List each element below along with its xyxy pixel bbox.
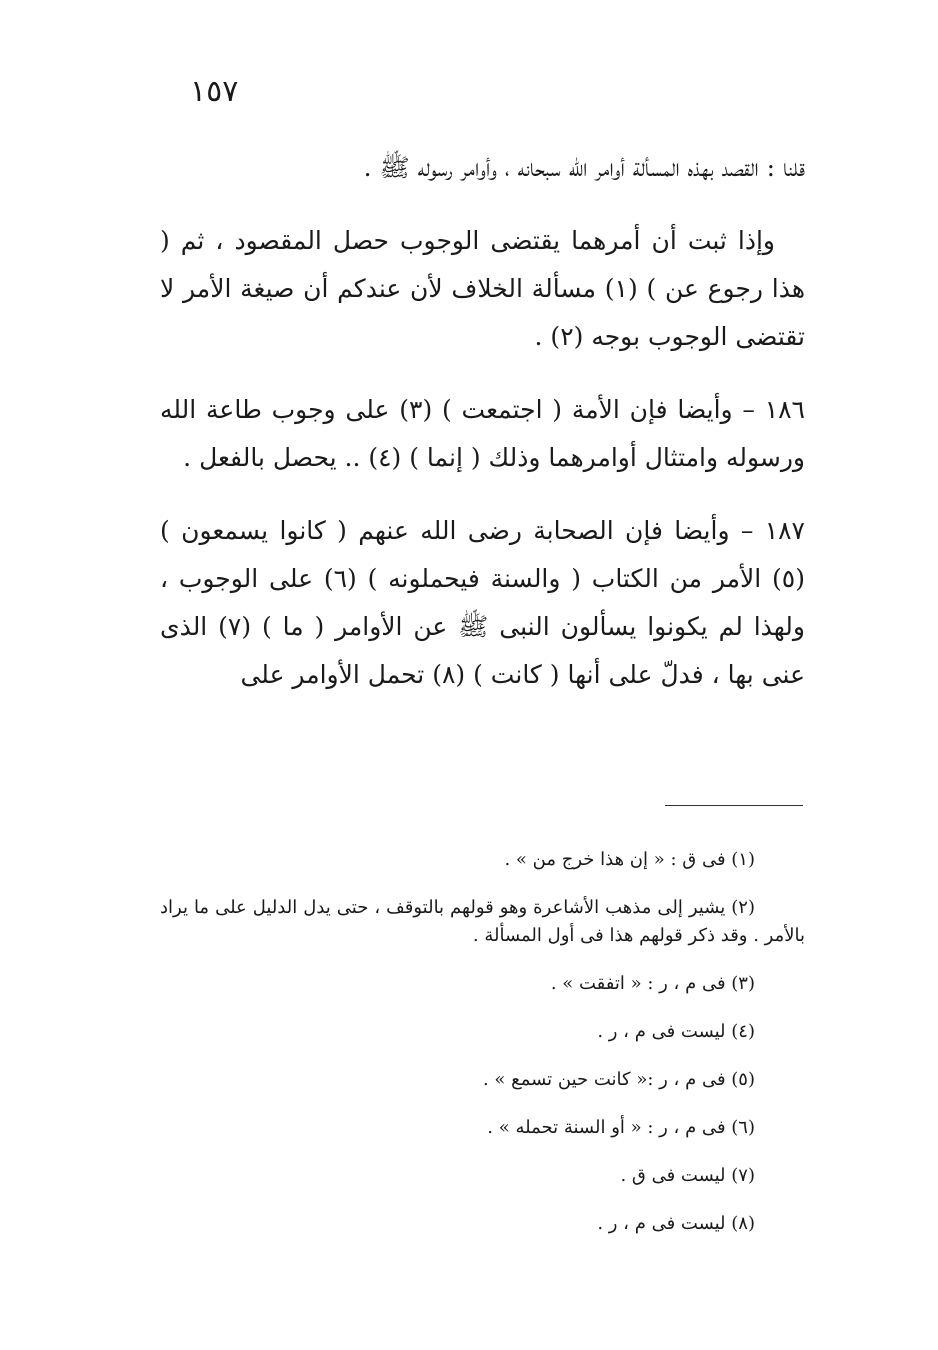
footnotes [160, 846, 805, 1258]
footnote-separator [665, 805, 803, 806]
footnote: (٢) يشير إلى مذهب الأشاعرة وهو قولهم بالتوقف ، حتى يدل الدليل على ما يراد بالأمر . وقد ذكر قولهم هذا فى أول المسألة . [160, 897, 805, 946]
paragraph: ١٨٦ – وأيضا فإن الأمة ( اجتمعت ) (٣) على وجوب طاعة الله ورسوله وامتثال أوامرهما وذلك ( إنما ) (٤) .. يحصل بالفعل . [160, 395, 805, 472]
footnote: (١) فى ق : « إن هذا خرج من » . [504, 849, 755, 870]
footnote: (٤) ليست فى م ، ر . [597, 1021, 755, 1042]
page-number: ١٥٧ [190, 74, 239, 109]
paragraph: ١٨٧ – وأيضا فإن الصحابة رضى الله عنهم ( كانوا يسمعون ) (٥) الأمر من الكتاب ( والسنة فيحملونه ) (٦) على الوجوب ، ولهذا لم يكونوا يسألون النبى ﷺ عن الأوامر ( ما ) (٧) الذى عنى بها ، فدلّ على أنها ( كانت ) (٨) تحمل الأوامر على [160, 516, 805, 689]
footnote: (٥) فى م ، ر :« كانت حين تسمع » . [482, 1069, 755, 1090]
paragraph: وإذا ثبت أن أمرهما يقتضى الوجوب حصل المقصود ، ثم ( هذا رجوع عن ) (١) مسألة الخلاف لأن عندكم أن صيغة الأمر لا تقتضى الوجوب بوجه (٢) . [160, 226, 805, 351]
footnote: (٣) فى م ، ر : « اتفقت » . [550, 973, 755, 994]
footnote: (٧) ليست فى ق . [620, 1165, 755, 1186]
main-text [160, 144, 805, 699]
footnote: (٨) ليست فى م ، ر . [597, 1213, 755, 1234]
footnote: (٦) فى م ، ر : « أو السنة تحمله » . [487, 1117, 755, 1138]
paragraph: قلنا : القصد بهذه المسألة أوامر الله سبحانه ، وأوامر رسوله ﷺ . [363, 153, 805, 182]
